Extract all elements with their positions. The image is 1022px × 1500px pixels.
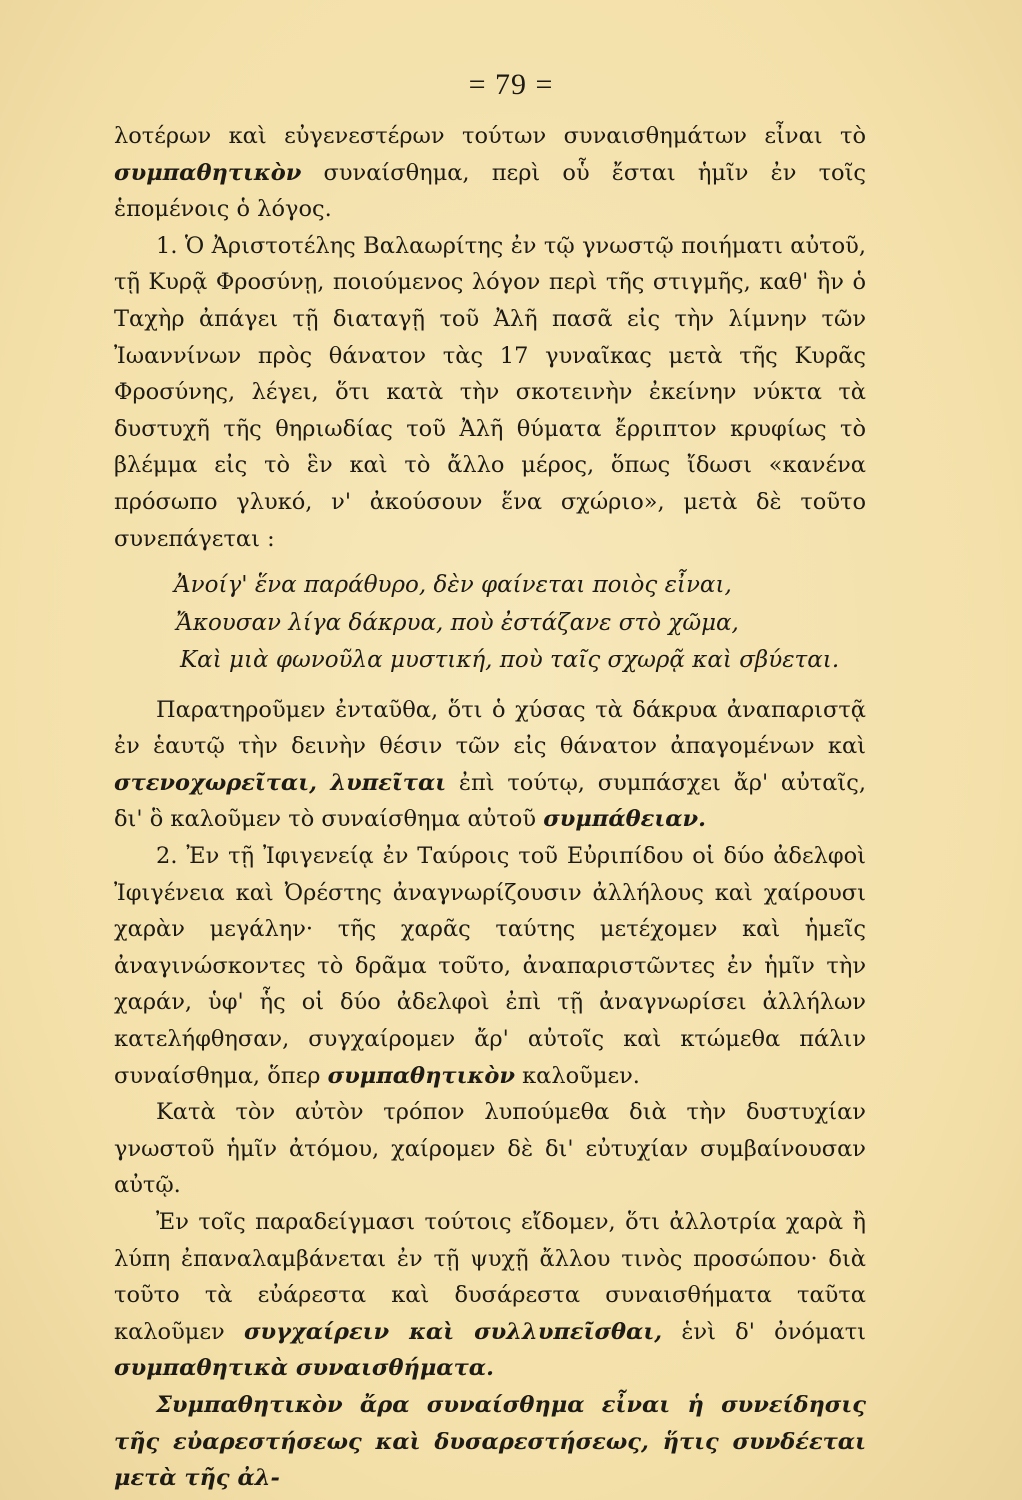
emphasis-term: στενοχωρεῖται, λυπεῖται <box>114 769 447 796</box>
paragraph-2: 1. Ὁ Ἀριστοτέλης Βαλαωρίτης ἐν τῷ γνωστῷ ποιήματι αὐτοῦ, τῇ Κυρᾷ Φροσύνῃ, ποιούμενος λόγον περὶ τῆς στιγμῆς, καθ' ἣν ὁ Ταχὴρ ἀπάγει τῇ διαταγῇ τοῦ Ἀλῆ πασᾶ εἰς τὴν λίμνην τῶν Ἰωαννίνων πρὸς θάνατον τὰς 17 γυναῖκας μετὰ τῆς Κυρᾶς Φροσύνης, λέγει, ὅτι κατὰ τὴν σκοτεινὴν ἐκείνην νύκτα τὰ δυστυχῆ τῆς θηριωδίας τοῦ Ἀλῆ θύματα ἔρριπτον κρυφίως τὸ βλέμμα εἰς τὸ ἓν καὶ τὸ ἄλλο μέρος, ὅπως ἴδωσι «κανένα πρόσωπο γλυκό, ν' ἀκούσουν ἕνα σχώριο», μετὰ δὲ τοῦτο συνεπάγεται : <box>114 232 866 552</box>
paragraph-text: συναίσθημα, περὶ οὗ ἔσται ἡμῖν ἐν τοῖς ἑπομένοις ὁ λόγος. <box>114 159 866 223</box>
page-number: = 79 = <box>468 68 554 101</box>
definition-text: Συμπαθητικὸν ἄρα συναίσθημα εἶναι ἡ συνείδησις τῆς εὐαρεστήσεως καὶ δυσαρεστήσεως, ἥτις συνδέεται μετὰ τῆς ἀλ- <box>114 1391 866 1492</box>
paragraph-1 <box>114 118 866 228</box>
paragraph-6 <box>114 1204 866 1387</box>
paragraph-text: ἐπὶ τούτῳ, συμπάσχει ἄρ' αὐταῖς, δι' ὃ καλοῦμεν τὸ συναίσθημα αὐτοῦ <box>114 769 867 833</box>
emphasis-term: συμπαθητικὸν <box>327 1062 515 1089</box>
paragraph-3 <box>114 692 866 838</box>
paragraph-text: λοτέρων καὶ εὐγενεστέρων τούτων συναισθημάτων εἶναι τὸ <box>114 123 866 149</box>
paragraph-5: Κατὰ τὸν αὐτὸν τρόπον λυπούμεθα διὰ τὴν δυστυχίαν γνωστοῦ ἡμῖν ἀτόμου, χαίρομεν δὲ δι' εὐτυχίαν συμβαίνουσαν αὐτῷ. <box>114 1099 866 1199</box>
poem-line: Ἀνοίγ' ἕνα παράθυρο, δὲν φαίνεται ποιὸς εἶναι, <box>174 572 732 599</box>
paragraph-7 <box>114 1387 866 1497</box>
poem-quote <box>174 567 866 680</box>
paragraph-text: ἑνὶ δ' ὀνόματι <box>662 1318 867 1345</box>
emphasis-term: συμπαθητικὸν <box>114 159 302 186</box>
poem-line: Καὶ μιὰ φωνοῦλα μυστική, ποὺ ταῖς σχωρᾷ καὶ σβύεται. <box>180 647 840 674</box>
paragraph-text: Ἐν τοῖς παραδείγμασι τούτοις εἴδομεν, ὅτι ἀλλοτρία χαρὰ ἢ λύπη ἐπαναλαμβάνεται ἐν τῇ ψυχῇ ἄλλου τινὸς προσώπου· διὰ τοῦτο τὰ εὐάρεστα καὶ δυσάρεστα συναισθήματα ταῦτα καλοῦμεν <box>114 1208 866 1345</box>
paragraph-text: Παρατηροῦμεν ἐνταῦθα, ὅτι ὁ χύσας τὰ δάκρυα ἀναπαριστᾷ ἐν ἑαυτῷ τὴν δεινὴν θέσιν τῶν εἰς θάνατον ἀπαγομένων καὶ <box>114 696 866 760</box>
paragraph-text: 2. Ἐν τῇ Ἰφιγενείᾳ ἐν Ταύροις τοῦ Εὐριπίδου οἱ δύο ἀδελφοὶ Ἰφιγένεια καὶ Ὀρέστης ἀναγνωρίζουσιν ἀλλήλους καὶ χαίρουσι χαρὰν μεγάλην· τῆς χαρᾶς ταύτης μετέχομεν καὶ ἡμεῖς ἀναγινώσκοντες τὸ δρᾶμα τοῦτο, ἀναπαριστῶντες ἐν ἡμῖν τὴν χαράν, ὑφ' ἧς οἱ δύο ἀδελφοὶ ἐπὶ τῇ ἀναγνωρίσει ἀλλήλων κατελήφθησαν, συγχαίρομεν ἄρ' αὐτοῖς καὶ κτώμεθα πάλιν συναίσθημα, ὅπερ <box>114 843 866 1089</box>
paragraph-4 <box>114 838 866 1094</box>
poem-line: Ἄκουσαν λίγα δάκρυα, ποὺ ἐστάζανε στὸ χῶμα, <box>176 609 739 636</box>
emphasis-term: συμπάθειαν. <box>543 806 706 833</box>
paragraph-text: καλοῦμεν. <box>514 1062 640 1089</box>
emphasis-term: συγχαίρειν καὶ συλλυπεῖσθαι, <box>243 1318 663 1345</box>
page-body <box>114 118 866 1497</box>
emphasis-term: συμπαθητικὰ συναισθήματα. <box>114 1355 494 1382</box>
